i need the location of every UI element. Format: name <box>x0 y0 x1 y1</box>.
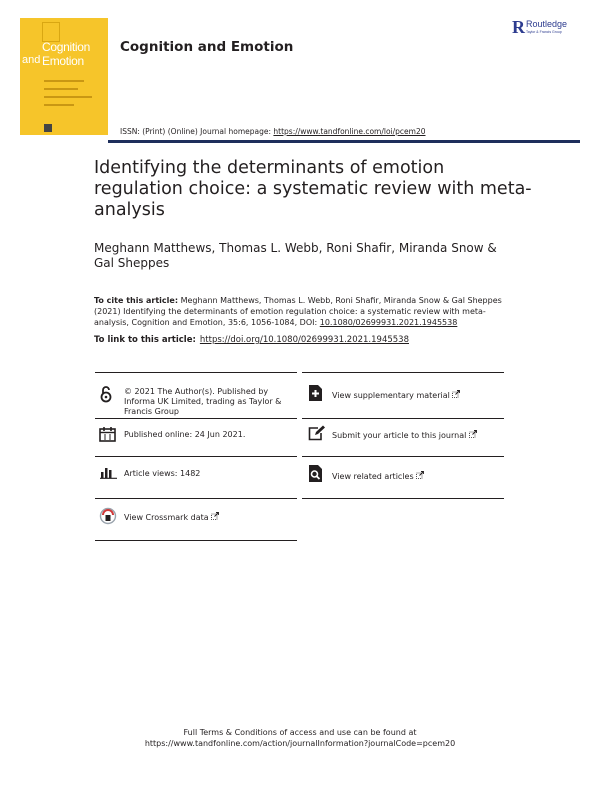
plus-document-icon <box>308 384 323 402</box>
divider <box>302 456 504 457</box>
cover-text-line <box>44 96 92 98</box>
citation <box>94 295 514 328</box>
cover-title-emotion: Emotion <box>42 54 84 68</box>
supplementary-link[interactable] <box>332 390 460 401</box>
journal-title: Cognition and Emotion <box>120 39 294 55</box>
cover-publisher-logo <box>44 124 52 132</box>
article-link-label: To link to this article: <box>94 335 196 345</box>
divider <box>95 498 297 499</box>
external-link-icon <box>211 512 219 520</box>
publisher-tagline: Taylor & Francis Group <box>526 30 562 34</box>
cover-text-line <box>44 104 74 106</box>
license-text: © 2021 The Author(s). Published by Informa UK Limited, trading as Taylor & Francis Group <box>124 387 282 416</box>
external-link-icon <box>416 471 424 479</box>
external-link-icon <box>452 390 460 398</box>
article-url-link[interactable]: https://doi.org/10.1080/02699931.2021.1945538 <box>199 335 409 345</box>
crossmark-link[interactable] <box>124 512 219 523</box>
divider <box>302 372 504 373</box>
open-access-icon <box>100 385 112 403</box>
crossmark-label: View Crossmark data <box>124 513 209 522</box>
footer <box>0 727 600 749</box>
related-label: View related articles <box>332 472 414 481</box>
routledge-r-icon: R <box>512 17 525 37</box>
search-document-icon <box>308 464 324 483</box>
publisher-logo <box>512 17 592 39</box>
cover-title-and: and <box>22 54 41 66</box>
crossmark-icon[interactable] <box>99 507 117 525</box>
article-link <box>94 335 409 345</box>
related-articles-link[interactable] <box>332 471 424 482</box>
submit-label: Submit your article to this journal <box>332 431 467 440</box>
external-link-icon <box>469 430 477 438</box>
supplementary-label: View supplementary material <box>332 391 450 400</box>
cover-title-cognition: Cognition <box>42 40 91 54</box>
publisher-name: Routledge <box>526 19 568 29</box>
edit-icon <box>308 425 326 441</box>
divider <box>95 540 297 541</box>
divider <box>302 418 504 419</box>
citation-text: Meghann Matthews, Thomas L. Webb, Roni Shafir, Miranda Snow & Gal Sheppes (2021) Identifying the determinants of emotion regulation choice: a systematic review with meta-analysis, Cognition and Emotion, 35:6, 1056-1084, DOI: <box>94 296 502 327</box>
cover-text-line <box>44 88 78 90</box>
article-title: Identifying the determinants of emotion regulation choice: a systematic review with meta-analysis <box>94 158 532 220</box>
divider <box>95 456 297 457</box>
citation-label: To cite this article: <box>94 296 179 305</box>
article-views: Article views: 1482 <box>124 469 201 478</box>
divider <box>95 372 297 373</box>
issn-line <box>120 127 426 136</box>
published-date: Published online: 24 Jun 2021. <box>124 430 246 439</box>
journal-cover <box>20 18 108 135</box>
footer-terms-text: Full Terms & Conditions of access and use can be found at <box>183 728 417 737</box>
doi-link[interactable]: 10.1080/02699931.2021.1945538 <box>319 318 458 327</box>
divider <box>302 498 504 499</box>
calendar-icon <box>99 426 116 442</box>
footer-terms-link[interactable]: https://www.tandfonline.com/action/journalInformation?journalCode=pcem20 <box>144 739 456 748</box>
cover-box <box>42 22 60 42</box>
bar-chart-icon <box>100 465 117 479</box>
header-rule <box>108 140 580 143</box>
journal-homepage-link[interactable]: https://www.tandfonline.com/loi/pcem20 <box>273 127 426 136</box>
issn-text: ISSN: (Print) (Online) Journal homepage: <box>120 127 274 136</box>
submit-article-link[interactable] <box>332 430 477 441</box>
article-authors: Meghann Matthews, Thomas L. Webb, Roni Shafir, Miranda Snow & Gal Sheppes <box>94 241 497 270</box>
cover-text-line <box>44 80 84 82</box>
divider <box>95 418 297 419</box>
